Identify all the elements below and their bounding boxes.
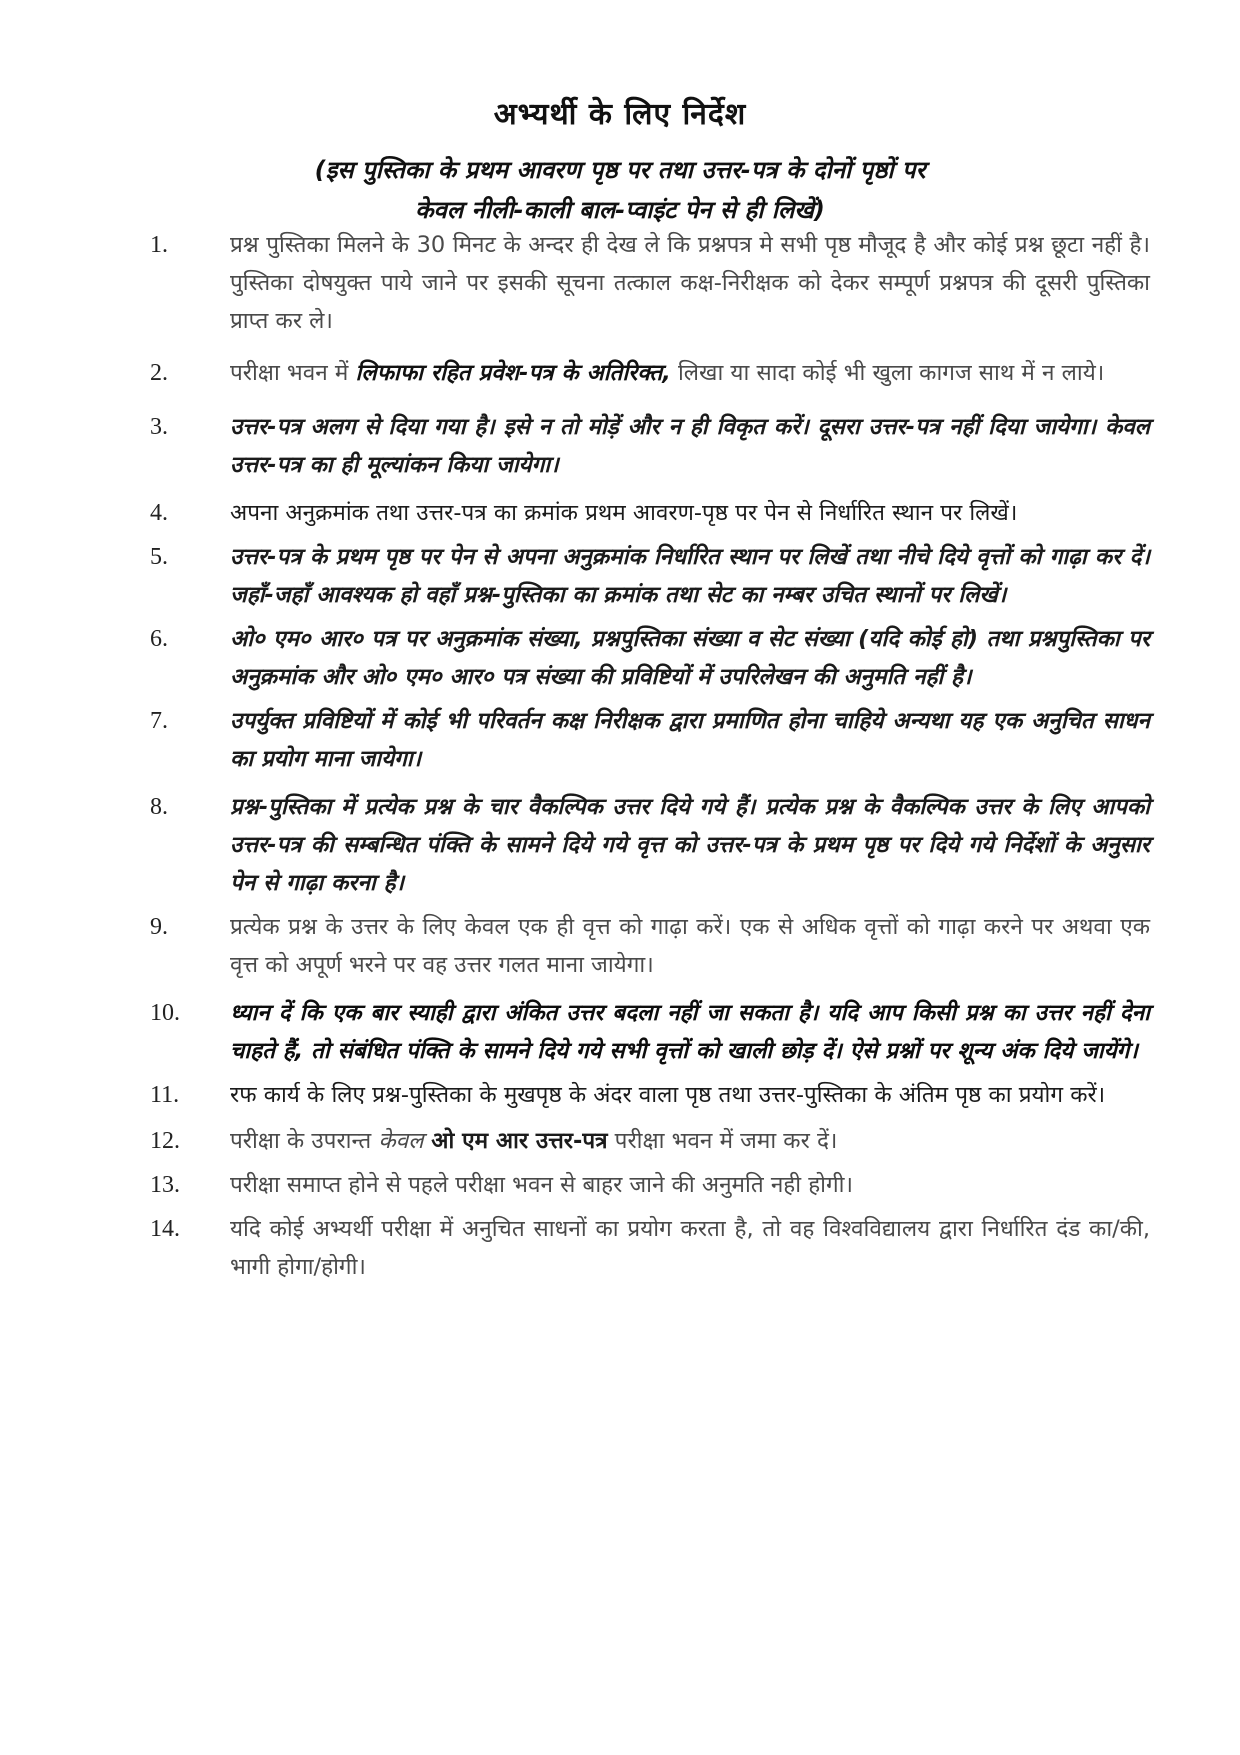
instruction-list <box>150 226 1150 1286</box>
item-text-part: परीक्षा के उपरान्त <box>230 1128 379 1154</box>
item-text-emphasis: केवल <box>378 1128 424 1154</box>
page-title: अभ्यर्थी के लिए निर्देश <box>493 97 747 132</box>
item-number: 14. <box>150 1216 180 1242</box>
item-number: 9. <box>150 914 168 940</box>
subtitle-line-2: केवल नीली-काली बाल-प्वाइंट पेन से ही लिखें) <box>415 196 825 224</box>
instruction-item-14 <box>150 1210 1150 1286</box>
instruction-item-11 <box>150 1076 1150 1114</box>
instruction-item-2 <box>150 354 1150 392</box>
instruction-item-3 <box>150 408 1150 484</box>
item-number: 4. <box>150 500 168 526</box>
instruction-item-7 <box>150 702 1150 778</box>
item-text: प्रश्न पुस्तिका मिलने के 30 मिनट के अन्दर ही देख ले कि प्रश्नपत्र मे सभी पृष्ठ मौजूद है और कोई प्रश्न छूटा नहीं है। पुस्तिका दोषयुक्त पाये जाने पर इसकी सूचना तत्काल कक्ष-निरीक्षक को देकर सम्पूर्ण प्रश्नपत्र की दूसरी पुस्तिका प्राप्त कर ले। <box>230 232 1150 334</box>
item-text: अपना अनुक्रमांक तथा उत्तर-पत्र का क्रमांक प्रथम आवरण-पृष्ठ पर पेन से निर्धारित स्थान पर लिखें। <box>230 500 1018 526</box>
item-number: 3. <box>150 414 168 440</box>
item-number: 7. <box>150 708 168 734</box>
item-text: यदि कोई अभ्यर्थी परीक्षा में अनुचित साधनों का प्रयोग करता है, तो वह विश्वविद्यालय द्वारा निर्धारित दंड का/की, भागी होगा/होगी। <box>230 1216 1150 1280</box>
item-text <box>230 354 1150 392</box>
instruction-item-10 <box>150 994 1150 1070</box>
subtitle-line-1: (इस पुस्तिका के प्रथम आवरण पृष्ठ पर तथा उत्तर-पत्र के दोनों पृष्ठों पर <box>314 156 926 184</box>
item-text: ओ० एम० आर० पत्र पर अनुक्रमांक संख्या, प्रश्नपुस्तिका संख्या व सेट संख्या (यदि कोई हो) तथा प्रश्नपुस्तिका पर अनुक्रमांक और ओ० एम० आर० पत्र संख्या की प्रविष्टियों में उपरिलेखन की अनुमति नहीं है। <box>230 626 1150 690</box>
item-number: 13. <box>150 1172 180 1198</box>
item-number: 12. <box>150 1128 180 1154</box>
instruction-item-1 <box>150 226 1150 340</box>
instruction-item-12 <box>150 1122 1150 1160</box>
item-number: 11. <box>150 1082 180 1108</box>
instruction-item-9 <box>150 908 1150 984</box>
item-number: 10. <box>150 1000 180 1026</box>
item-text: प्रश्न-पुस्तिका में प्रत्येक प्रश्न के चार वैकल्पिक उत्तर दिये गये हैं। प्रत्येक प्रश्न के वैकल्पिक उत्तर के लिए आपको उत्तर-पत्र की सम्बन्धित पंक्ति के सामने दिये गये वृत्त को उत्तर-पत्र के प्रथम पृष्ठ पर दिये गये निर्देशों के अनुसार पेन से गाढ़ा करना है। <box>230 794 1150 896</box>
item-text-emphasis: ओ एम आर उत्तर-पत्र <box>423 1128 608 1154</box>
item-number: 5. <box>150 544 168 570</box>
item-number: 6. <box>150 626 168 652</box>
instruction-item-8 <box>150 788 1150 902</box>
item-number: 1. <box>150 232 168 258</box>
item-text-emphasis: लिफाफा रहित प्रवेश-पत्र के अतिरिक्त, <box>355 360 671 386</box>
item-text <box>230 1122 1150 1160</box>
instruction-item-4 <box>150 494 1150 532</box>
item-text: परीक्षा समाप्त होने से पहले परीक्षा भवन से बाहर जाने की अनुमति नही होगी। <box>230 1172 854 1198</box>
item-text-part: परीक्षा भवन में जमा कर दें। <box>607 1128 838 1154</box>
item-text: उपर्युक्त प्रविष्टियों में कोई भी परिवर्तन कक्ष निरीक्षक द्वारा प्रमाणित होना चाहिये अन्यथा यह एक अनुचित साधन का प्रयोग माना जायेगा। <box>230 708 1150 772</box>
item-text-part: परीक्षा भवन में <box>230 360 356 386</box>
subtitle <box>240 150 1000 230</box>
instruction-item-13 <box>150 1166 1150 1204</box>
item-text: उत्तर-पत्र अलग से दिया गया है। इसे न तो मोड़ें और न ही विकृत करें। दूसरा उत्तर-पत्र नहीं दिया जायेगा। केवल उत्तर-पत्र का ही मूल्यांकन किया जायेगा। <box>230 414 1150 478</box>
item-text-part: लिखा या सादा कोई भी खुला कागज साथ में न लाये। <box>670 360 1105 386</box>
item-text: रफ कार्य के लिए प्रश्न-पुस्तिका के मुखपृष्ठ के अंदर वाला पृष्ठ तथा उत्तर-पुस्तिका के अंतिम पृष्ठ का प्रयोग करें। <box>230 1082 1106 1108</box>
instruction-item-6 <box>150 620 1150 696</box>
item-text: प्रत्येक प्रश्न के उत्तर के लिए केवल एक ही वृत्त को गाढ़ा करें। एक से अधिक वृत्तों को गाढ़ा करने पर अथवा एक वृत्त को अपूर्ण भरने पर वह उत्तर गलत माना जायेगा। <box>230 914 1150 978</box>
item-number: 2. <box>150 360 168 386</box>
item-text: उत्तर-पत्र के प्रथम पृष्ठ पर पेन से अपना अनुक्रमांक निर्धारित स्थान पर लिखें तथा नीचे दिये वृत्तों को गाढ़ा कर दें। जहाँ-जहाँ आवश्यक हो वहाँ प्रश्न-पुस्तिका का क्रमांक तथा सेट का नम्बर उचित स्थानों पर लिखें। <box>230 544 1150 608</box>
item-number: 8. <box>150 794 168 820</box>
item-text: ध्यान दें कि एक बार स्याही द्वारा अंकित उत्तर बदला नहीं जा सकता है। यदि आप किसी प्रश्न का उत्तर नहीं देना चाहते हैं, तो संबंधित पंक्ति के सामने दिये गये सभी वृत्तों को खाली छोड़ दें। ऐसे प्रश्नों पर शून्य अंक दिये जायेंगे। <box>230 1000 1150 1064</box>
instruction-item-5 <box>150 538 1150 614</box>
